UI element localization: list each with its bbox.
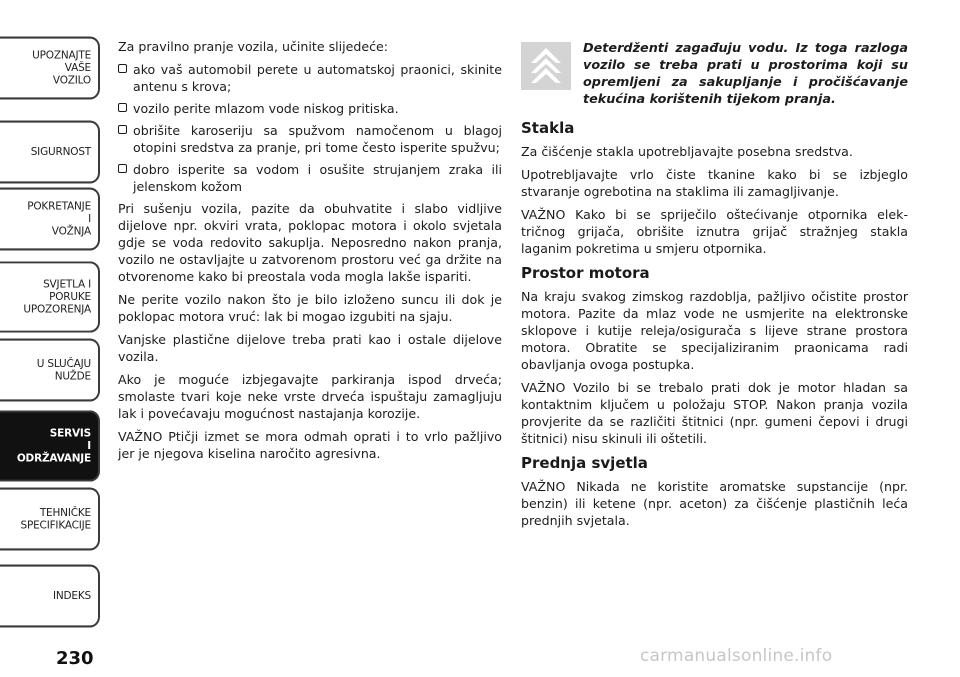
tab-label: SERVIS I ODRŽAVANJE [16, 427, 91, 465]
washing-steps-list [118, 61, 502, 195]
tab-tehnicke-specifikacije[interactable] [0, 488, 100, 551]
tab-label: UPOZNAJTE VAŠE VOZILO [32, 49, 91, 87]
paragraph: Na kraju svakog zimskog razdoblja, pažljivo očistite prostor motora. Pazite da mlaz vode ne usmjerite na elektronske sklopove i kutije releja/osigurača s lijeve strane prostora motora. Obratite se specijaliziranim praonicama radi obavljanja ovoga postupka. [521, 289, 908, 372]
tab-label: SVJETLA I PORUKE UPOZORENJA [23, 278, 91, 316]
paragraph: Za čišćenje stakla upotrebljavajte posebna sredstva. [521, 144, 853, 159]
paragraph: VAŽNO Ptičji izmet se mora odmah oprati i to vrlo pažljivo jer je njegova kiselina naročito agresivna. [118, 429, 502, 461]
intro-text: Za pravilno pranje vozila, učinite slijedeće: [118, 39, 389, 54]
section-heading-prednja-svjetla: Prednja svjetla [521, 454, 648, 472]
tab-pokretanje-i-voznja[interactable] [0, 188, 100, 251]
paragraph: VAŽNO Vozilo bi se trebalo prati dok je motor hladan sa kontaktnim ključem u položaju STOP. Nakon pranja vozila provjerite da se različiti štitnici (npr. gumeni čepovi i drugi štitnici) nisu skinuli ili oštetili. [521, 380, 908, 446]
list-item-text: ako vaš automobil perete u automatskoj praonici, skinite antenu s krova; [133, 62, 502, 94]
section-heading-prostor-motora: Prostor motora [521, 264, 650, 282]
list-item [118, 61, 502, 95]
tab-u-slucaju-nuzde[interactable] [0, 339, 100, 402]
checkbox-bullet-icon [118, 164, 127, 173]
checkbox-bullet-icon [118, 125, 127, 134]
list-item [118, 122, 502, 156]
tab-indeks[interactable] [0, 565, 100, 628]
tab-label: SIGURNOST [30, 145, 91, 159]
list-item [118, 161, 502, 195]
tab-sigurnost[interactable] [0, 121, 100, 184]
left-column [118, 38, 502, 468]
right-column [521, 40, 908, 535]
paragraph: Ako je moguće izbjegavajte parkiranja ispod drveća; smolaste tvari koje neke vrste drveća ispuštaju zamagljuju lak i povećavaju mogućnost nastajanja korozije. [118, 372, 502, 421]
chapter-sidebar [0, 0, 108, 677]
tab-svjetla-i-poruke[interactable] [0, 261, 100, 332]
note-text: Deterdženti zagađuju vodu. Iz toga razloga vozilo se treba prati u prostorima koji su opremljeni za sakupljanje i pročišćavanje tekućina korištenih tijekom pranja. [583, 41, 908, 107]
watermark: carmanualsonline.info [640, 646, 833, 666]
tab-label: TEHNIČKE SPECIFIKACIJE [20, 506, 91, 532]
tab-label: POKRETANJE I VOŽNJA [27, 200, 91, 238]
paragraph: VAŽNO Nikada ne koristite aromatske supstancije (npr. benzin) ili ketene (npr. aceton) za čišćenje plastičnih leća prednjih svjetala. [521, 479, 908, 528]
tab-label: U SLUČAJU NUŽDE [36, 357, 91, 383]
tab-servis-i-odrzavanje[interactable] [0, 410, 100, 481]
paragraph: Vanjske plastične dijelove treba prati kao i ostale dijelove vozila. [118, 332, 502, 364]
tab-label: INDEKS [52, 589, 91, 603]
section-heading-stakla: Stakla [521, 119, 575, 137]
list-item [118, 100, 502, 117]
checkbox-bullet-icon [118, 103, 127, 112]
list-item-text: obrišite karoseriju sa spužvom namočenom u blagoj otopini sredstva za pranje, pri tome često isperite spužvu; [133, 123, 502, 155]
paragraph: Upotrebljavajte vrlo čiste tkanine kako bi se izbjeglo stvaranje ogrebotina na staklima ili zamagljivanje. [521, 167, 908, 199]
list-item-text: dobro isperite sa vodom i osušite strujanjem zraka ili jelenskom kožom [133, 162, 502, 194]
chevron-up-warning-icon [521, 42, 571, 90]
tab-upoznajte-vase-vozilo[interactable] [0, 37, 100, 100]
paragraph: Ne perite vozilo nakon što je bilo izloženo suncu ili dok je poklopac motora vruć: lak bi mogao izgubiti na sjaju. [118, 292, 502, 324]
list-item-text: vozilo perite mlazom vode niskog pritiska. [133, 101, 399, 116]
checkbox-bullet-icon [118, 64, 127, 73]
page-number: 230 [56, 648, 94, 669]
environment-note [521, 40, 908, 108]
paragraph: Pri sušenju vozila, pazite da obuhvatite i slabo vidljive dijelove npr. okviri vrata, poklopac motora i okolo svjetala gdje se voda redovito sakuplja. Neposredno nakon pranja, vozilo ne ostavljajte u zatvorenom prostoru već gа držite na otvorenome kako bi preostala voda mogla lakše ispariti. [118, 201, 502, 284]
paragraph: VAŽNO Kako bi se spriječilo oštećivanje otpornika elek-tričnog grijača, obrišite iznutra grijač stražnjeg stakla laganim pokretima u smjeru otpornika. [521, 207, 908, 256]
